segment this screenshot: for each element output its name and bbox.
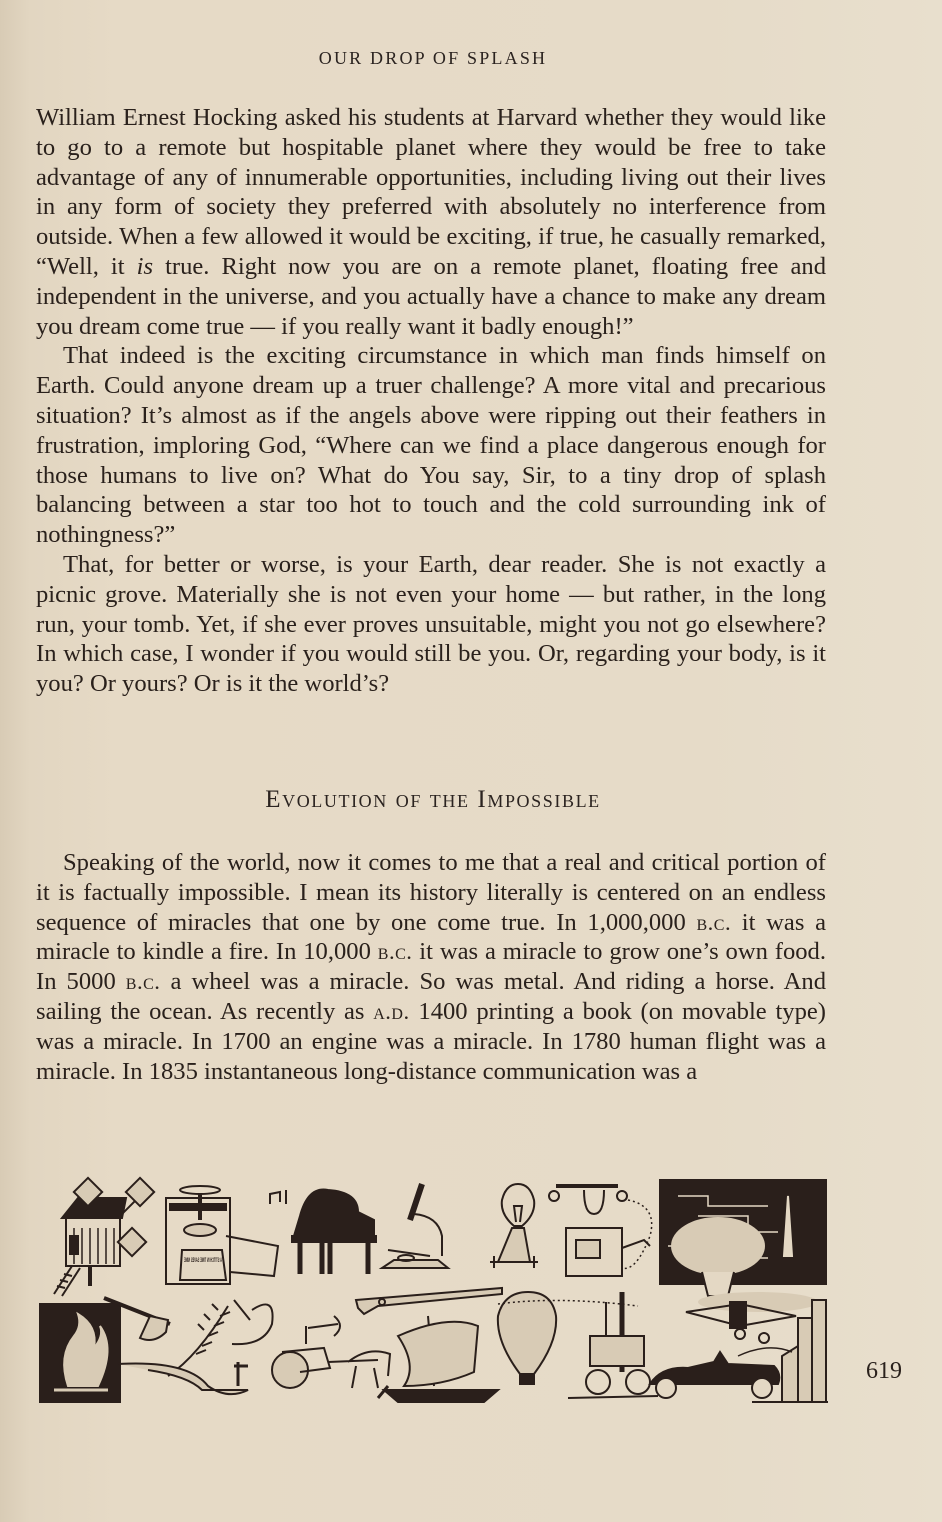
paragraph-1-text-b: true. Right now you are on a remote planet, floating free and independent in the universe, and you actually have a chance to make any dream you dream come true — if you really want it badly enough!” — [36, 252, 826, 340]
text-run: printing a book (on movable type) was a miracle. In — [36, 997, 826, 1055]
year: 1780 — [571, 1027, 621, 1055]
paragraph-1-text-a: William Ernest Hocking asked his students at Harvard whether they would like to go to a remote but hospitable planet where they would be free to take advantage of any of innumerable opportunities, including living out their lives in any form of society they preferred with absolutely no interference from outside. When a few allowed it would be exciting, if true, he casually remarked, “Well, it — [36, 104, 826, 280]
year: 1835 — [148, 1057, 198, 1085]
era: a.d. — [373, 998, 410, 1024]
text-run: Speaking of the world, now it comes to me that a real and critical portion of it is factually impossible. I mean its history literally is centered on an endless sequence of miracles that one by one come true. In — [36, 849, 826, 936]
year: 1700 — [221, 1027, 271, 1055]
rocket-launch-icon — [660, 1180, 826, 1312]
running-head: OUR DROP OF SPLASH — [318, 48, 548, 68]
text-run: instantaneous long-distance communication was a — [197, 1057, 698, 1085]
chariot-icon — [272, 1316, 390, 1388]
year: 5000 — [66, 968, 116, 996]
paragraph-4 — [36, 848, 826, 1086]
era: b.c. — [696, 909, 732, 935]
text-run: it was a miracle to grow one’s own food. In — [36, 938, 826, 996]
grand-piano-icon — [270, 1190, 376, 1274]
year: 1,000,000 — [587, 908, 686, 936]
fire-icon — [40, 1304, 120, 1402]
automobile-icon — [650, 1352, 779, 1398]
technology-timeline-illustration — [38, 1176, 828, 1408]
hot-air-balloon-icon — [498, 1292, 556, 1384]
light-bulb-icon — [490, 1184, 538, 1268]
paragraph-2: That indeed is the exciting circumstance in which man finds himself on Earth. Could anyone dream up a truer challenge? A more vital and precarious situation? It’s almost as if the angels above were ripping out their feathers in frustration, imploring God, “Where can we find a place dangerous enough for those humans to live on? What do You say, Sir, to a tiny drop of splash balancing between a star too hot to touch and the cold surrounding ink of nothingness?” — [36, 342, 826, 549]
paragraph-1-emphasis: is — [136, 252, 154, 280]
musket-icon — [356, 1288, 502, 1314]
year: 10,000 — [303, 938, 371, 966]
paragraph-3: That, for better or worse, is your Earth, dear reader. She is not exactly a picnic grove. Materially she is not even your home — but rather, in the long run, your tomb. Yet, if she ever proves unsuitable, might you not go elsewhere? In which case, I wonder if you would still be you. Or, regarding your body, is it you? Or yours? Or is it the world’s? — [36, 550, 826, 698]
year: 1400 — [418, 997, 468, 1025]
section-1-text — [36, 103, 826, 699]
sailing-ship-icon — [378, 1316, 498, 1402]
text-run: a wheel was a miracle. So was metal. And riding a horse. And sailing the ocean. As recently as — [36, 968, 826, 1025]
era: b.c. — [377, 939, 413, 965]
era: b.c. — [125, 969, 161, 995]
paragraph-1 — [36, 103, 826, 341]
page-number: 619 — [866, 1358, 902, 1384]
windmill-icon — [54, 1178, 154, 1296]
microscope-icon — [382, 1184, 448, 1268]
press-sheet-text: A STITCH IN TIME SAVES NINE — [184, 1258, 222, 1264]
section-2-text — [36, 848, 826, 1086]
section-heading: Evolution of the Impossible — [265, 786, 601, 813]
telephone-icon — [549, 1186, 652, 1276]
text-run: human flight was a miracle. In — [36, 1027, 826, 1085]
text-run: an engine was a miracle. In — [270, 1027, 572, 1055]
printing-press-icon — [166, 1186, 278, 1284]
text-run: it was a miracle to kindle a fire. In — [36, 908, 826, 966]
